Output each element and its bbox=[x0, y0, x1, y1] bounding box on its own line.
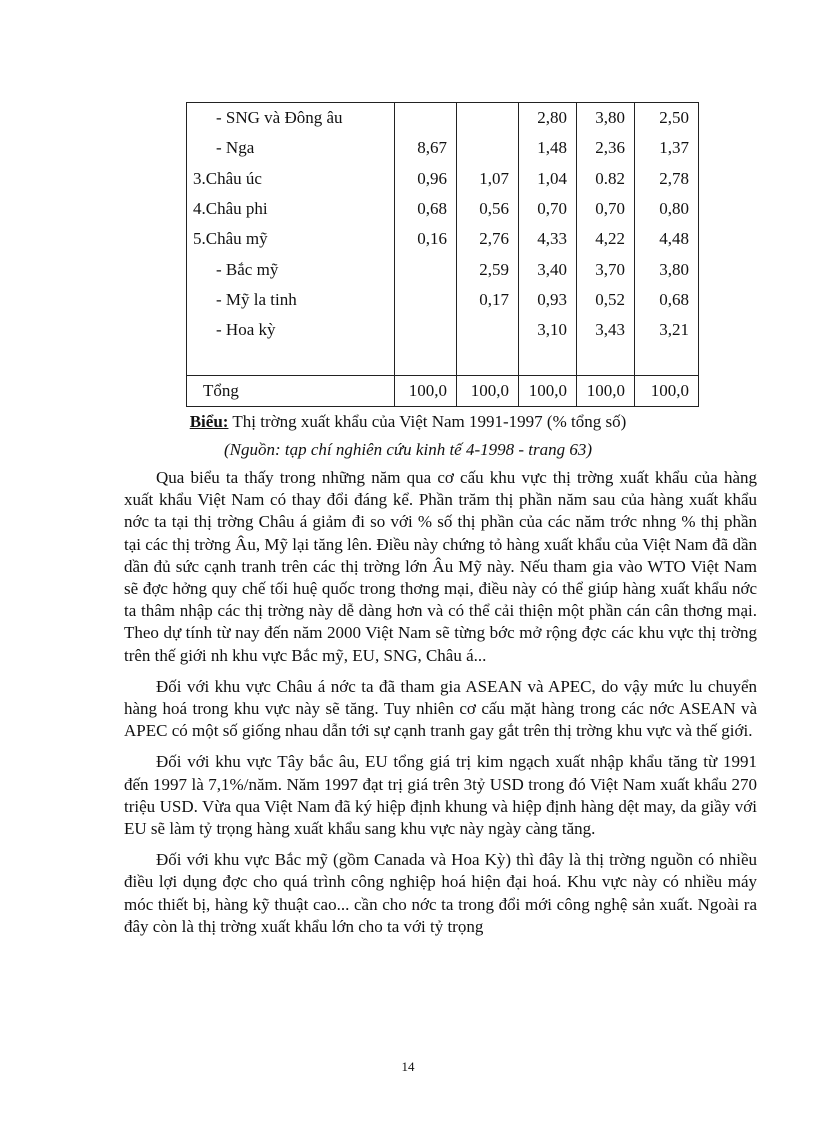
table-cell: 0,17 bbox=[457, 285, 519, 315]
table-row bbox=[187, 194, 699, 224]
row-label: 4.Châu phi bbox=[187, 194, 395, 224]
table-cell: 2,59 bbox=[457, 254, 519, 284]
table-cell: 1,07 bbox=[457, 164, 519, 194]
table-cell: 2,78 bbox=[635, 164, 699, 194]
table-cell: 1,04 bbox=[519, 164, 577, 194]
table-cell bbox=[395, 254, 457, 284]
body-text bbox=[124, 467, 757, 947]
table-cell: 3,40 bbox=[519, 254, 577, 284]
table-cell: 0,56 bbox=[457, 194, 519, 224]
table-cell: 4,48 bbox=[635, 224, 699, 254]
row-label: 5.Châu mỹ bbox=[187, 224, 395, 254]
paragraph: Đối với khu vực Châu á nớc ta đã tham gia ASEAN và APEC, do vậy mức lu chuyển hàng hoá trong khu vực này sẽ tăng. Tuy nhiên cơ cấu mặt hàng trong các nớc ASEAN và APEC có một số giống nhau dẫn tới sự cạnh tranh gay gắt trên thị trờng khu vực và thế giới. bbox=[124, 676, 757, 741]
spacer-row bbox=[187, 345, 699, 376]
row-label: 3.Châu úc bbox=[187, 164, 395, 194]
table-cell bbox=[457, 103, 519, 134]
table-cell: 0,96 bbox=[395, 164, 457, 194]
table-cell: 0,80 bbox=[635, 194, 699, 224]
table-row bbox=[187, 285, 699, 315]
table-cell: 0,68 bbox=[395, 194, 457, 224]
table-cell: 2,36 bbox=[577, 133, 635, 163]
table-row bbox=[187, 133, 699, 163]
table-cell: 8,67 bbox=[395, 133, 457, 163]
row-label: - SNG và Đông âu bbox=[187, 103, 395, 134]
table-cell: 0,68 bbox=[635, 285, 699, 315]
row-label: - Bắc mỹ bbox=[187, 254, 395, 284]
table-cell: 2,50 bbox=[635, 103, 699, 134]
table-cell: 3,80 bbox=[577, 103, 635, 134]
table-row bbox=[187, 254, 699, 284]
table-row bbox=[187, 376, 699, 407]
table-cell: 0,70 bbox=[519, 194, 577, 224]
table-cell: 1,48 bbox=[519, 133, 577, 163]
row-label: Tổng bbox=[187, 376, 395, 407]
table-cell: 4,33 bbox=[519, 224, 577, 254]
table-cell: 4,22 bbox=[577, 224, 635, 254]
caption-label: Biểu: bbox=[189, 412, 229, 431]
table-cell bbox=[395, 315, 457, 345]
table-cell: 0,70 bbox=[577, 194, 635, 224]
empty-cell bbox=[395, 345, 457, 376]
table-cell: 100,0 bbox=[519, 376, 577, 407]
table-cell: 2,76 bbox=[457, 224, 519, 254]
table-cell: 100,0 bbox=[457, 376, 519, 407]
table-row bbox=[187, 164, 699, 194]
paragraph: Đối với khu vực Bắc mỹ (gồm Canada và Hoa Kỳ) thì đây là thị trờng nguồn có nhiều điều lợi dụng đợc cho quá trình công nghiệp hoá hiện đại hoá. Khu vực này có nhiều máy móc thiết bị, hàng kỹ thuật cao... cần cho nớc ta trong đổi mới công nghệ sản xuất. Ngoài ra đây còn là thị trờng xuất khẩu lớn cho ta với tỷ trọng bbox=[124, 850, 757, 936]
paragraph: Qua biểu ta thấy trong những năm qua cơ cấu khu vực thị trờng xuất khẩu của hàng xuất khẩu Việt Nam có thay đổi đáng kể. Phần trăm thị phần năm sau của hàng xuất khẩu nớc ta tại thị trờng Châu á giảm đi so với % số thị phần của các năm trớc nhng % thị phần tại các thị trờng Âu, Mỹ lại tăng lên. Điều này chứng tỏ hàng xuất khẩu của Việt Nam đã dần dần đủ sức cạnh tranh trên các thị trờng lớn Âu Mỹ này. Nếu tham gia vào WTO Việt Nam sẽ đợc hởng quy chế tối huệ quốc trong thơng mại, điều này có thể giúp hàng xuất khẩu nớc ta thâm nhập các thị trờng này dễ dàng hơn và có thể cải thiện một phần cán cân thơng mại. Theo dự tính từ nay đến năm 2000 Việt Nam sẽ từng bớc mở rộng đợc các khu vực thị trờng trên thế giới nh khu vực Bắc mỹ, EU, SNG, Châu á... bbox=[124, 468, 757, 665]
empty-cell bbox=[457, 345, 519, 376]
caption-text: Thị trờng xuất khẩu của Việt Nam 1991-1997 (% tổng số) bbox=[228, 412, 627, 431]
empty-cell bbox=[577, 345, 635, 376]
table-row bbox=[187, 315, 699, 345]
row-label: - Hoa kỳ bbox=[187, 315, 395, 345]
table-cell: 100,0 bbox=[635, 376, 699, 407]
empty-cell bbox=[187, 345, 395, 376]
empty-cell bbox=[635, 345, 699, 376]
table-cell: 2,80 bbox=[519, 103, 577, 134]
table-cell: 0,52 bbox=[577, 285, 635, 315]
table-cell: 0.82 bbox=[577, 164, 635, 194]
table-row bbox=[187, 103, 699, 134]
table-cell: 3,43 bbox=[577, 315, 635, 345]
paragraph: Đối với khu vực Tây bắc âu, EU tổng giá trị kim ngạch xuất nhập khẩu tăng từ 1991 đến 1997 là 7,1%/năm. Năm 1997 đạt trị giá trên 3tỷ USD trong đó Việt Nam xuất khẩu 270 triệu USD. Vừa qua Việt Nam đã ký hiệp định khung và hiệp định hàng dệt may, da giầy với EU sẽ làm tỷ trọng hàng xuất khẩu sang khu vực này ngày càng tăng. bbox=[124, 752, 757, 839]
table-cell: 0,16 bbox=[395, 224, 457, 254]
table-cell: 3,70 bbox=[577, 254, 635, 284]
empty-cell bbox=[519, 345, 577, 376]
table-cell: 100,0 bbox=[577, 376, 635, 407]
table-cell bbox=[395, 103, 457, 134]
table-cell: 3,21 bbox=[635, 315, 699, 345]
table-cell: 0,93 bbox=[519, 285, 577, 315]
row-label: - Mỹ la tinh bbox=[187, 285, 395, 315]
table-cell: 100,0 bbox=[395, 376, 457, 407]
table-source: (Nguồn: tạp chí nghiên cứu kinh tế 4-1998 - trang 63) bbox=[223, 440, 593, 459]
table-cell bbox=[395, 285, 457, 315]
table-caption bbox=[0, 412, 816, 432]
table-cell: 3,10 bbox=[519, 315, 577, 345]
table-cell bbox=[457, 133, 519, 163]
table-row bbox=[187, 224, 699, 254]
table-cell: 3,80 bbox=[635, 254, 699, 284]
page-number: 14 bbox=[401, 1059, 415, 1074]
table-cell bbox=[457, 315, 519, 345]
table-cell: 1,37 bbox=[635, 133, 699, 163]
market-share-table bbox=[186, 102, 699, 407]
table-body bbox=[187, 103, 699, 407]
row-label: - Nga bbox=[187, 133, 395, 163]
